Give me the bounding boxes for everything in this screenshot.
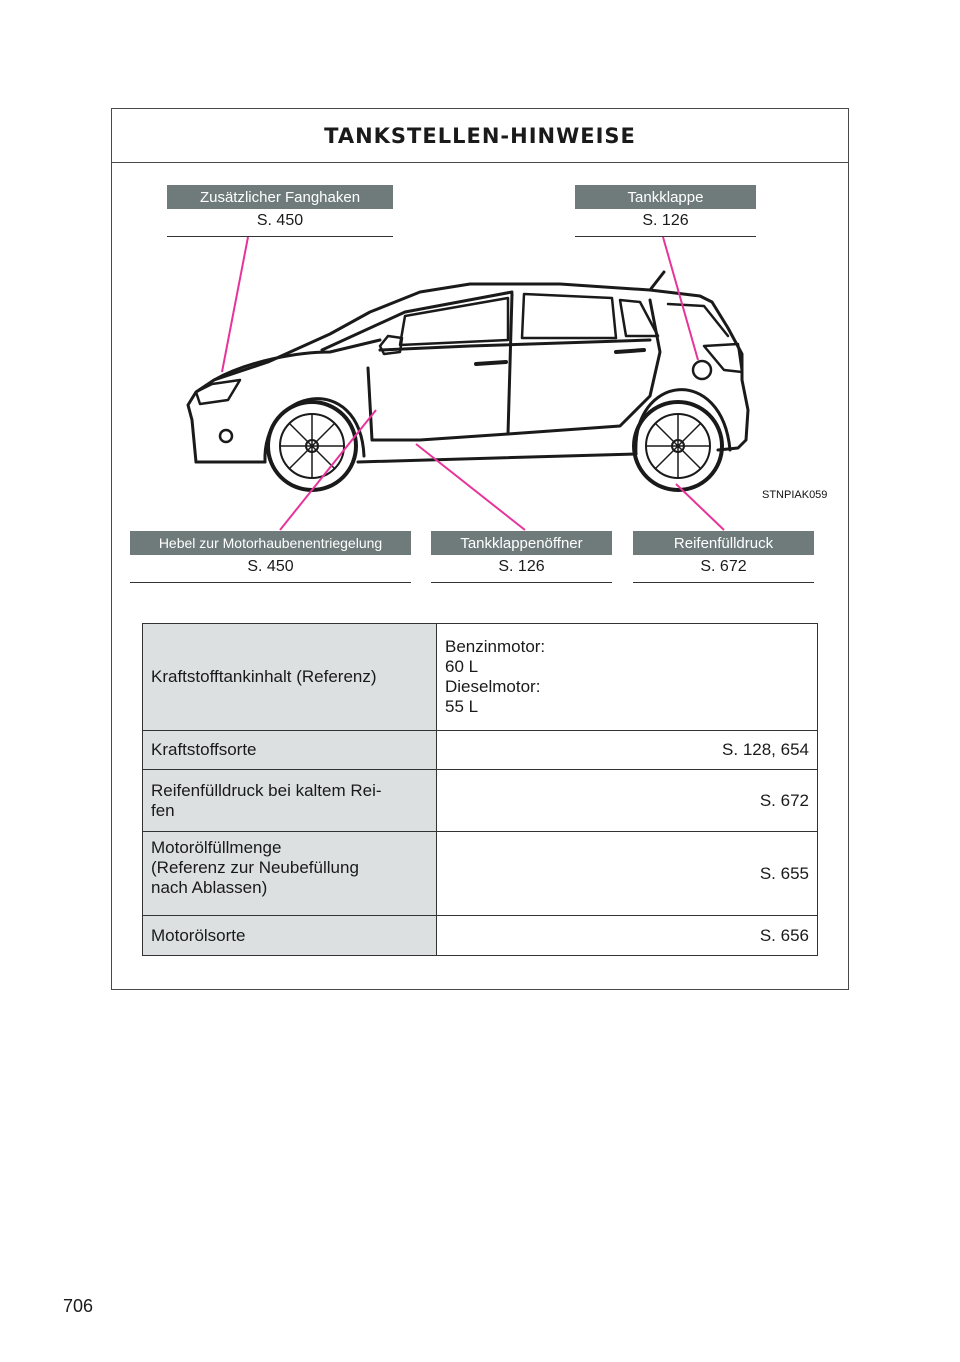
front-wheel — [268, 402, 356, 490]
callout-label: Tankklappe — [575, 185, 756, 209]
callout-label: Zusätzlicher Fanghaken — [167, 185, 393, 209]
rear-wheel — [634, 402, 722, 490]
page-number: 706 — [63, 1296, 94, 1316]
callout-page-ref: S. 450 — [130, 555, 411, 583]
spec-value-line: 55 L — [445, 697, 479, 716]
fuel-spec-table — [142, 623, 818, 956]
panel-title: TANKSTELLEN-HINWEISE — [112, 109, 848, 163]
callout-label: Tankklappenöffner — [431, 531, 612, 555]
spec-key: Kraftstoffsorte — [143, 731, 437, 770]
callout-page-ref: S. 450 — [167, 209, 393, 237]
spec-key-line: Reifenfülldruck bei kaltem Rei- — [151, 780, 382, 800]
diagram-code: STNPIAK059 — [762, 489, 828, 501]
spec-key-line: Motorölfüllmenge — [151, 838, 282, 857]
table-row — [143, 916, 818, 956]
table-row — [143, 624, 818, 731]
spec-value — [437, 624, 818, 731]
spec-key-line: (Referenz zur Neubefüllung — [151, 858, 359, 877]
car-side-illustration — [0, 0, 960, 620]
spec-value-line: Benzinmotor: — [445, 637, 546, 656]
callout-fuel-flap — [575, 185, 756, 237]
callout-label: Reifenfülldruck — [633, 531, 814, 555]
spec-value-line: Dieselmotor: — [445, 677, 541, 696]
callout-page-ref: S. 672 — [633, 555, 814, 583]
spec-key — [143, 832, 437, 916]
spec-key-line: nach Ablassen) — [151, 878, 268, 897]
callout-hood-release-lever — [130, 531, 411, 583]
callout-auxiliary-catch — [167, 185, 393, 237]
spec-value: S. 656 — [437, 916, 818, 956]
table-row — [143, 770, 818, 832]
spec-key: Kraftstofftankinhalt (Referenz) — [143, 624, 437, 731]
spec-key: Motorölsorte — [143, 916, 437, 956]
table-row — [143, 832, 818, 916]
spec-value-line: 60 L — [445, 657, 479, 676]
spec-value: S. 128, 654 — [437, 731, 818, 770]
spec-key-line: fen — [151, 800, 175, 820]
spec-key — [143, 770, 437, 832]
callout-page-ref: S. 126 — [575, 209, 756, 237]
spec-value: S. 655 — [437, 832, 818, 916]
callout-label: Hebel zur Motorhaubenentriegelung — [130, 531, 411, 555]
table-row — [143, 731, 818, 770]
spec-value: S. 672 — [437, 770, 818, 832]
callout-tire-pressure — [633, 531, 814, 583]
callout-page-ref: S. 126 — [431, 555, 612, 583]
callout-fuel-flap-opener — [431, 531, 612, 583]
